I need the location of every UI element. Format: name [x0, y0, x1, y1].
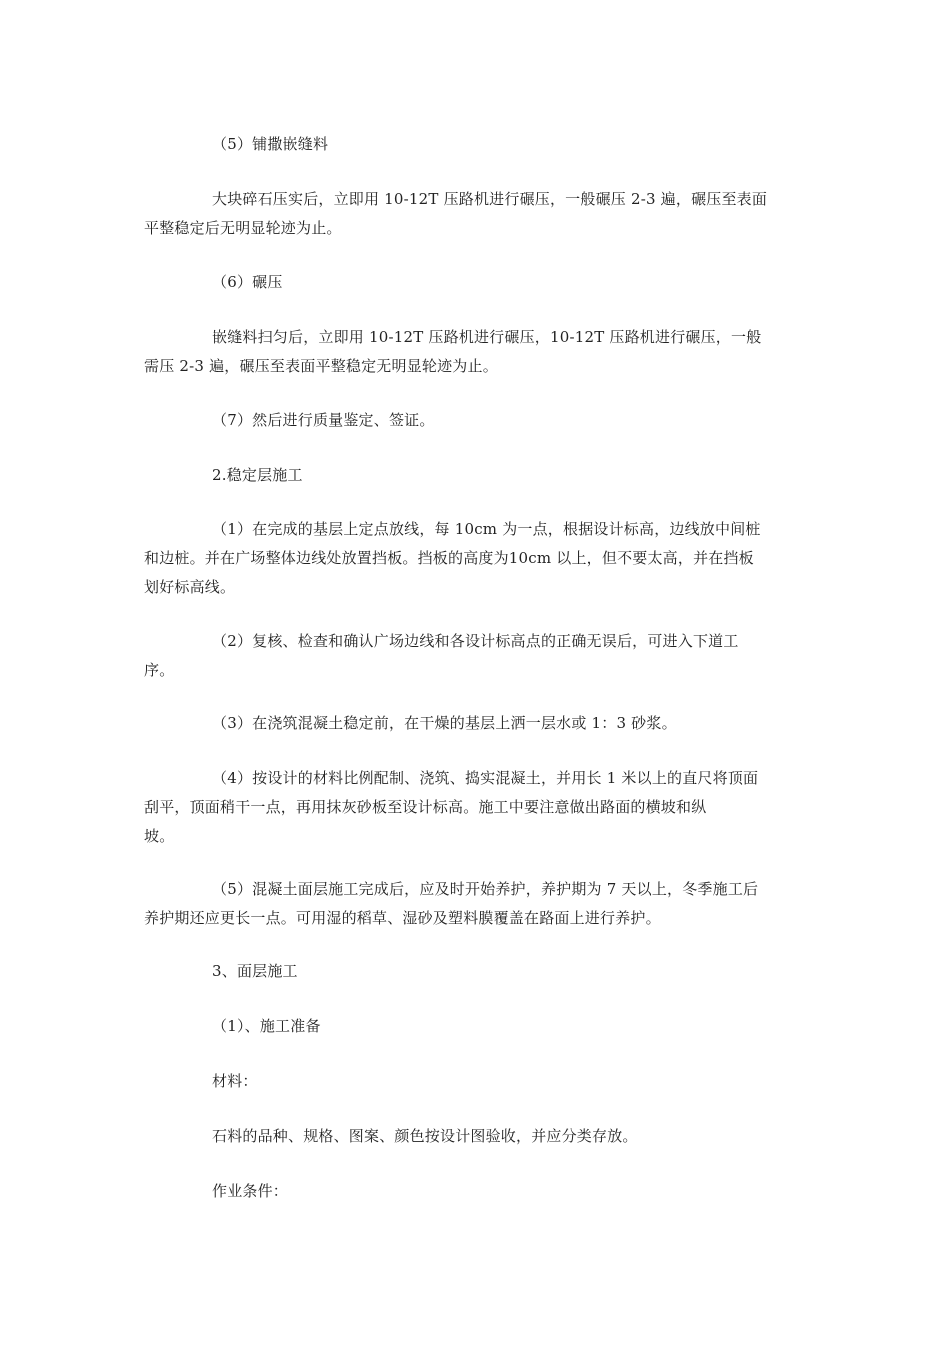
subheading-rolling	[144, 268, 810, 297]
paragraph-rolling-after-filler	[144, 323, 810, 381]
text-line: 大块碎石压实后，立即用 10-12T 压路机进行碾压，一般碾压 2-3 遍，碾压至表面	[212, 190, 768, 208]
paragraph-rolling-after-stone	[144, 185, 810, 243]
text-line: 嵌缝料扫匀后，立即用 10-12T 压路机进行碾压，10-12T 压路机进行碾压，一般	[212, 328, 762, 346]
section-heading-stabilized-layer	[144, 461, 810, 490]
text-line: 材料：	[212, 1072, 258, 1090]
subheading-spread-filler	[144, 130, 810, 159]
subheading-preparation	[144, 1012, 810, 1041]
text-line: （5）铺撒嵌缝料	[212, 135, 329, 153]
paragraph-recheck	[144, 627, 810, 685]
text-line: 坡。	[144, 827, 175, 845]
text-line: （6）碾压	[212, 273, 283, 291]
text-line: （2）复核、检查和确认广场边线和各设计标高点的正确无误后，可进入下道工	[212, 632, 739, 650]
text-line: 3、面层施工	[212, 962, 298, 980]
text-line: （1）、施工准备	[212, 1017, 321, 1035]
paragraph-wetting	[144, 709, 810, 738]
paragraph-stone-inspection	[144, 1122, 810, 1151]
text-line: 2.稳定层施工	[212, 466, 303, 484]
text-line: 划好标高线。	[144, 578, 236, 596]
text-line: 需压 2-3 遍，碾压至表面平整稳定无明显轮迹为止。	[144, 357, 498, 375]
paragraph-curing	[144, 875, 810, 933]
text-line: （5）混凝土面层施工完成后，应及时开始养护，养护期为 7 天以上，冬季施工后	[212, 880, 759, 898]
paragraph-layout-lines	[144, 515, 810, 602]
text-line: （7）然后进行质量鉴定、签证。	[212, 411, 435, 429]
paragraph-concrete-pour	[144, 764, 810, 851]
text-line: 序。	[144, 661, 175, 679]
text-line: （3）在浇筑混凝土稳定前，在干燥的基层上洒一层水或 1：3 砂浆。	[212, 714, 677, 732]
section-heading-surface-layer	[144, 957, 810, 986]
label-materials	[144, 1067, 810, 1096]
text-line: 作业条件：	[212, 1182, 289, 1200]
subheading-quality-check	[144, 406, 810, 435]
text-line: 养护期还应更长一点。可用湿的稻草、湿砂及塑料膜覆盖在路面上进行养护。	[144, 909, 661, 927]
text-line: （1）在完成的基层上定点放线，每 10cm 为一点，根据设计标高，边线放中间桩	[212, 520, 761, 538]
text-line: （4）按设计的材料比例配制、浇筑、捣实混凝土，并用长 1 米以上的直尺将顶面	[212, 769, 759, 787]
text-line: 刮平，顶面稍干一点，再用抹灰砂板至设计标高。施工中要注意做出路面的横坡和纵	[144, 798, 707, 816]
text-line: 和边桩。并在广场整体边线处放置挡板。挡板的高度为10cm 以上，但不要太高，并在挡板	[144, 549, 754, 567]
text-line: 石料的品种、规格、图案、颜色按设计图验收，并应分类存放。	[212, 1127, 638, 1145]
text-line: 平整稳定后无明显轮迹为止。	[144, 219, 342, 237]
label-work-conditions	[144, 1177, 810, 1206]
